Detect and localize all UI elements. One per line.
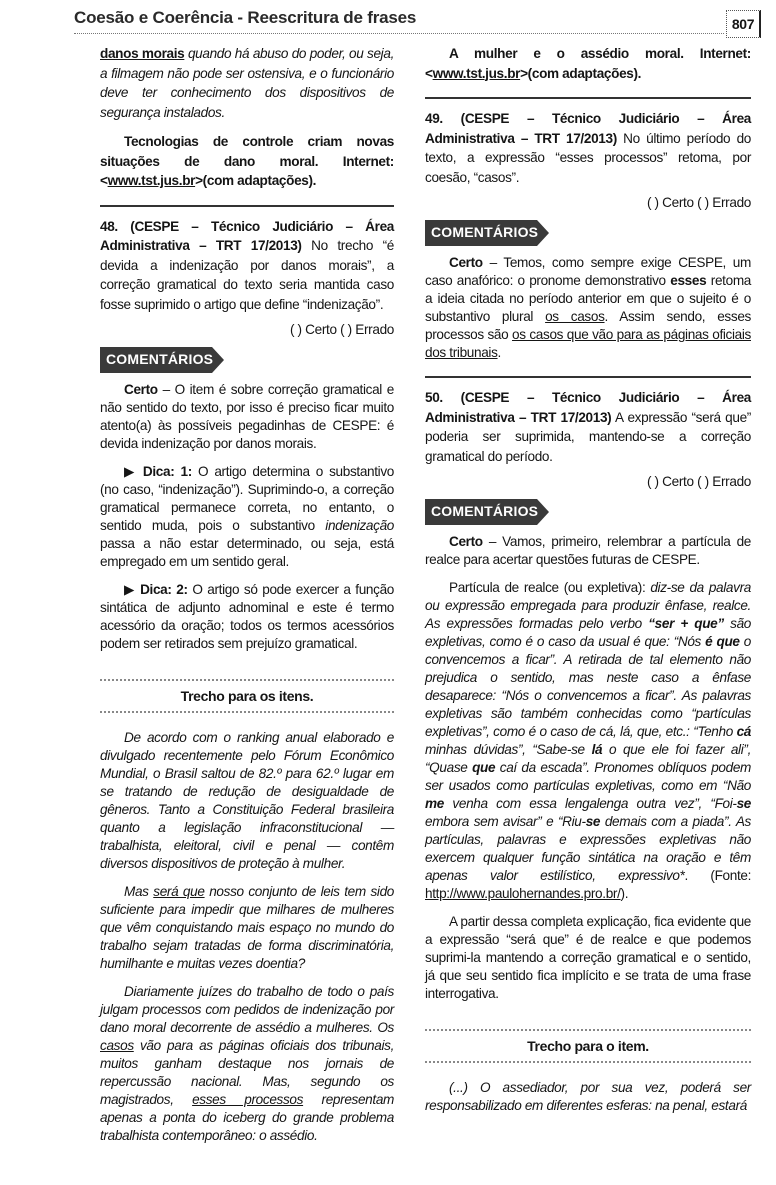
text-run: – Vamos, primeiro, relembrar a partícula de realce para acertar questões futuras de CESPE. [425,534,751,567]
text-run: esses processos [192,1092,304,1107]
text-run: venha com essa lengalenga outra vez”, “Foi- [443,796,737,811]
text-run: será que [153,884,205,899]
page-body [0,40,776,1165]
running-header-title: Coesão e Coerência - Reescritura de frases [74,8,417,27]
passage-source [100,132,394,191]
text-run: O artigo só pode exercer a função sintática de adjunto adnominal e este é termo acessório da oração; todos os termos acessórios podem ser retirados sem prejuízo gramatical. [100,582,395,651]
text-run: me [425,796,444,811]
text-run: Partícula de realce (ou expletiva): [449,580,651,595]
comments-badge [100,347,230,373]
text-run: ). [620,886,629,901]
text-run: – Temos, como sempre exige CESPE, um caso anafórico: o pronome demonstrativo [425,255,751,288]
text-run: diz-se da palavra ou expressão empregada para produzir ênfase, realce. As expressões formadas pelo verbo [425,580,751,631]
excerpt-paragraph [100,983,394,1145]
excerpt-divider-bottom [100,711,394,713]
text-run: A expressão “será que” poderia ser suprimida, mantendo-se a correção gramatical do período. [425,409,751,464]
text-run: nosso conjunto de leis tem sido suficiente para impedir que milhares de mulheres que vêm conquistando mais espaço no mundo do trabalho sejam tratadas de forma discriminatória, humilhante e muitas vezes doentia? [100,884,395,971]
text-run: ▶ [124,582,141,597]
text-run: é que [705,634,740,649]
text-run: Diariamente juízes do trabalho de todo o país julgam processos com pedidos de indenização por dano moral decorrente de assédio a mulheres. Os [100,984,394,1035]
text-run[interactable]: www.tst.jus.br [432,65,521,81]
text-run: minhas dúvidas”, “Sabe-se [425,742,592,757]
text-run: >(com adaptações). [195,173,317,188]
question-49 [425,109,751,187]
text-run: são expletivas, como é o caso da usual é que: “Nós [425,616,751,649]
text-run: cá [736,724,751,739]
text-run: 48. (CESPE – Técnico Judiciário – Área Administrativa – TRT 17/2013) [100,218,394,253]
comment-48 [100,381,394,453]
text-run: Certo [449,255,483,270]
text-run[interactable]: http://www.paulohernandes.pro.br/ [425,886,621,901]
comment-49 [425,254,751,362]
text-run: . Assim sendo, esses processos são [425,309,751,342]
text-run: Certo [124,382,158,397]
right-column [425,44,751,1115]
text-run: lá [591,742,603,757]
text-run: ▶ [124,464,143,479]
excerpt-title: Trecho para os itens. [180,688,314,704]
excerpt-divider-top [425,1029,751,1031]
comments-badge [425,499,555,525]
tip-1 [100,463,394,571]
text-run: Certo [449,534,483,549]
text-run: No último período do texto, a expressão “esses processos” retoma, por coesão, “casos”. [425,130,751,185]
text-run: os casos [545,309,605,324]
conclusion-paragraph [425,913,751,1003]
excerpt-paragraph [100,729,394,873]
text-run: vão para as páginas oficiais dos tribunais, muitos ganham destaque nos jornais de repercussão nacional. Mas, segundo os magistrados, [100,1038,394,1107]
excerpt-title: Trecho para o item. [527,1038,649,1054]
tip-2 [100,581,394,653]
text-run: o que ele foi fazer ali”, “Quase [425,742,751,775]
passage-source [425,44,751,83]
text-run: (...) O assediador, por sua vez, poderá ser responsabilizado em diferentes esferas: na penal, estará [425,1080,751,1113]
text-run: esses [670,273,707,288]
text-run: quando há abuso do poder, ou seja, a filmagem não pode ser ostensiva, e o funcionário deve ter conhecimento dos dispositivos de segurança instalados. [100,46,394,120]
question-49-answer-options[interactable]: ( ) Certo ( ) Errado [646,195,751,210]
text-run: demais com a piada”. As partículas, palavras e expressões expletivas não exercem qualquer função sintática na oração e têm apenas valor estilístico, expressivo* [425,814,751,883]
excerpt-divider-bottom [425,1061,751,1063]
text-run: “ser + que” [648,616,724,631]
text-run: se [585,814,601,829]
text-run: – O item é sobre correção gramatical e não sentido do texto, por isso é preciso ficar muito atento(a) às possíveis pegadinhas de CESPE: é devida indenização por danos morais. [100,382,394,451]
text-run: retoma a ideia citada no período anterior em que o sujeito é o substantivo plural [425,273,751,324]
section-divider [100,205,394,207]
question-50 [425,388,751,466]
passage-fragment [100,44,394,122]
text-run: Mas [124,884,154,899]
excerpt-paragraph [425,1079,751,1115]
text-run: A mulher e o assédio moral. Internet: < [425,46,751,81]
text-run: representam apenas a ponta do iceberg do grande problema trabalhista contemporâneo: o assédio. [100,1092,395,1143]
running-header [0,0,776,40]
question-48 [100,217,394,315]
left-column [100,44,394,1145]
text-run: Dica: 2: [140,582,188,597]
text-run: . [497,345,501,360]
particle-explanation [425,579,751,903]
question-48-answer-options[interactable]: ( ) Certo ( ) Errado [289,322,394,337]
text-run: Dica: 1: [142,464,192,479]
text-run: De acordo com o ranking anual elaborado e divulgado recentemente pelo Fórum Econômico Mundial, o Brasil saltou de 82.º para 62.º lugar em se tratando de redução de desigualdade de gêneros. Tanto a Constituição Federal brasileira quanto a legislação infraconstitucional — trabalhista, eleitoral, civil e penal — contêm diversos dispositivos de proteção à mulher. [100,730,394,871]
text-run: No trecho “é devida a indenização por danos morais”, a correção gramatical do texto seria mantida caso fosse suprimido o artigo que define “indenização”. [100,238,394,312]
text-run: . (Fonte: [684,868,752,883]
text-run[interactable]: www.tst.jus.br [107,173,196,188]
text-run: 50. (CESPE – Técnico Judiciário – Área Administrativa – TRT 17/2013) [425,390,751,425]
page-number: 807 [726,10,761,38]
excerpt-paragraph [100,883,394,973]
text-run: caí da escada”. Pronomes oblíquos podem ser usados como partículas expletivas, como em “Não [425,760,752,793]
text-run: Tecnologias de controle criam novas situações de dano moral. Internet: < [100,134,394,188]
text-run: 49. (CESPE – Técnico Judiciário – Área Administrativa – TRT 17/2013) [425,111,751,146]
text-run: que [472,760,496,775]
text-run: casos [100,1038,134,1053]
text-run: indenização [325,518,394,533]
comment-50 [425,533,751,569]
comments-badge [425,220,555,246]
text-run: o convencemos a ficar”. A retirada de tal elemento não prejudica o sentido, mas neste caso a ênfase desaparece: “Nós o convencemos a ficar”. As palavras expletivas são também conhecidas como “partículas expletivas”, como é o caso de cá, lá, que, etc.: “Tenho [425,634,751,739]
text-run: >(com adaptações). [520,65,642,81]
text-run: os casos que vão para as páginas oficiais dos tribunais [425,327,751,360]
text-run: passa a não estar determinado, ou seja, está empregado em um sentido geral. [100,536,394,569]
header-divider [74,33,724,34]
section-divider [425,376,751,378]
text-run: se [736,796,751,811]
comments-badge-label: COMENTÁRIOS [431,503,539,519]
question-50-answer-options[interactable]: ( ) Certo ( ) Errado [646,474,751,489]
comments-badge-label: COMENTÁRIOS [106,351,214,367]
text-run: A partir dessa completa explicação, fica evidente que a expressão “será que” é de realce e que podemos suprimi-la mantendo a correção gramatical e o sentido, já que seu sentido fica implícito e se trata de uma frase interrogativa. [425,914,751,1001]
section-divider [425,97,751,99]
text-run: danos morais [100,46,185,61]
excerpt-divider-top [100,679,394,681]
comments-badge-label: COMENTÁRIOS [431,224,539,240]
text-run: embora sem avisar” e “Riu- [425,814,586,829]
text-run: O artigo determina o substantivo (no caso, “indenização”). Suprimindo-o, a correção gramatical permanece correta, no entanto, o sentido muda, pois o substantivo [100,464,395,533]
